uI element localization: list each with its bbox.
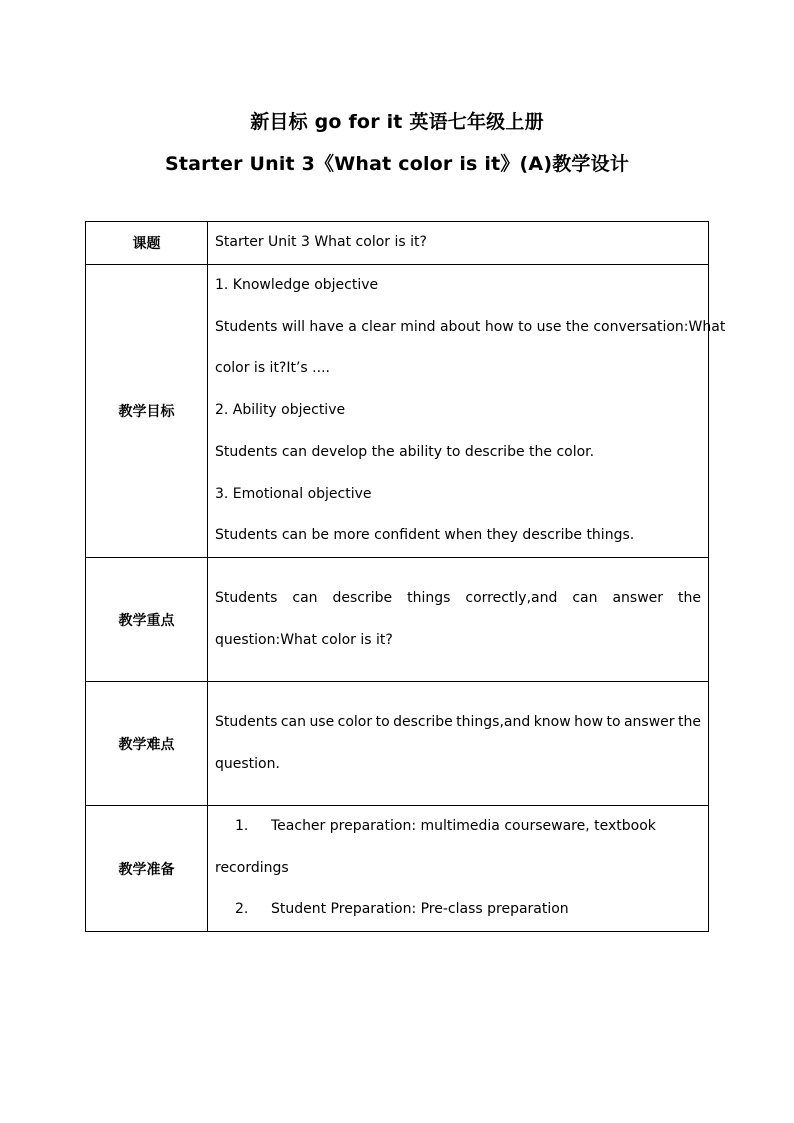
document-subtitle: Starter Unit 3《What color is it》(A)教学设计 <box>164 153 630 175</box>
word: Students <box>215 713 278 730</box>
word: the <box>678 589 701 606</box>
table-row-objectives <box>86 265 709 558</box>
preparation-item-2 <box>215 889 701 931</box>
list-number: 2. <box>235 901 249 918</box>
preparation-item-1-continued: recordings <box>215 859 289 876</box>
word: answer <box>623 713 675 730</box>
topic-value <box>208 222 709 265</box>
word: Students <box>215 589 278 606</box>
word: color <box>337 713 373 730</box>
objective-line: 2. Ability objective <box>215 402 346 419</box>
key-points-line-1 <box>215 578 701 620</box>
key-points-label: 教学重点 <box>86 558 208 682</box>
preparation-content <box>208 806 709 932</box>
preparation-item-1 <box>215 806 701 848</box>
table-row-key-points <box>86 558 709 682</box>
objective-line: Students can develop the ability to describe the color. <box>215 443 595 460</box>
word: use <box>309 713 335 730</box>
topic-text: Starter Unit 3 What color is it? <box>215 234 427 251</box>
table-row-preparation <box>86 806 709 932</box>
difficulties-line-2: question. <box>215 755 280 772</box>
objective-line: Students will have a clear mind about how to use the conversation:What <box>215 318 726 335</box>
word: things,and <box>456 713 531 730</box>
table-row-topic <box>86 222 709 265</box>
word: to <box>375 713 390 730</box>
word: the <box>677 713 701 730</box>
objective-line: Students can be more confident when they describe things. <box>215 527 635 544</box>
difficulties-line-1 <box>215 702 701 744</box>
key-points-content <box>208 558 709 682</box>
word: correctly,and <box>465 589 558 606</box>
topic-label: 课题 <box>86 222 208 265</box>
word: how <box>574 713 604 730</box>
word: to <box>606 713 621 730</box>
word: describe <box>393 713 453 730</box>
word: know <box>533 713 571 730</box>
objective-line: 3. Emotional objective <box>215 485 372 502</box>
objectives-label: 教学目标 <box>86 265 208 558</box>
list-item-text: Student Preparation: Pre-class preparation <box>271 901 569 918</box>
word: can <box>572 589 598 606</box>
lesson-plan-table <box>85 221 726 932</box>
difficulties-label: 教学难点 <box>86 682 208 806</box>
difficulties-content <box>208 682 709 806</box>
document-title: 新目标 go for it 英语七年级上册 <box>250 111 544 133</box>
word: describe <box>332 589 393 606</box>
objective-line: 1. Knowledge objective <box>215 277 379 294</box>
objective-line: color is it?It’s .... <box>215 360 330 377</box>
list-item-text: Teacher preparation: multimedia courseware, textbook <box>271 818 656 834</box>
word: things <box>407 589 451 606</box>
word: can <box>292 589 318 606</box>
word: can <box>280 713 306 730</box>
word: answer <box>612 589 664 606</box>
list-number: 1. <box>235 818 249 834</box>
key-points-line-2: question:What color is it? <box>215 631 393 648</box>
objectives-content <box>208 265 726 558</box>
table-row-difficulties <box>86 682 709 806</box>
preparation-label: 教学准备 <box>86 806 208 932</box>
